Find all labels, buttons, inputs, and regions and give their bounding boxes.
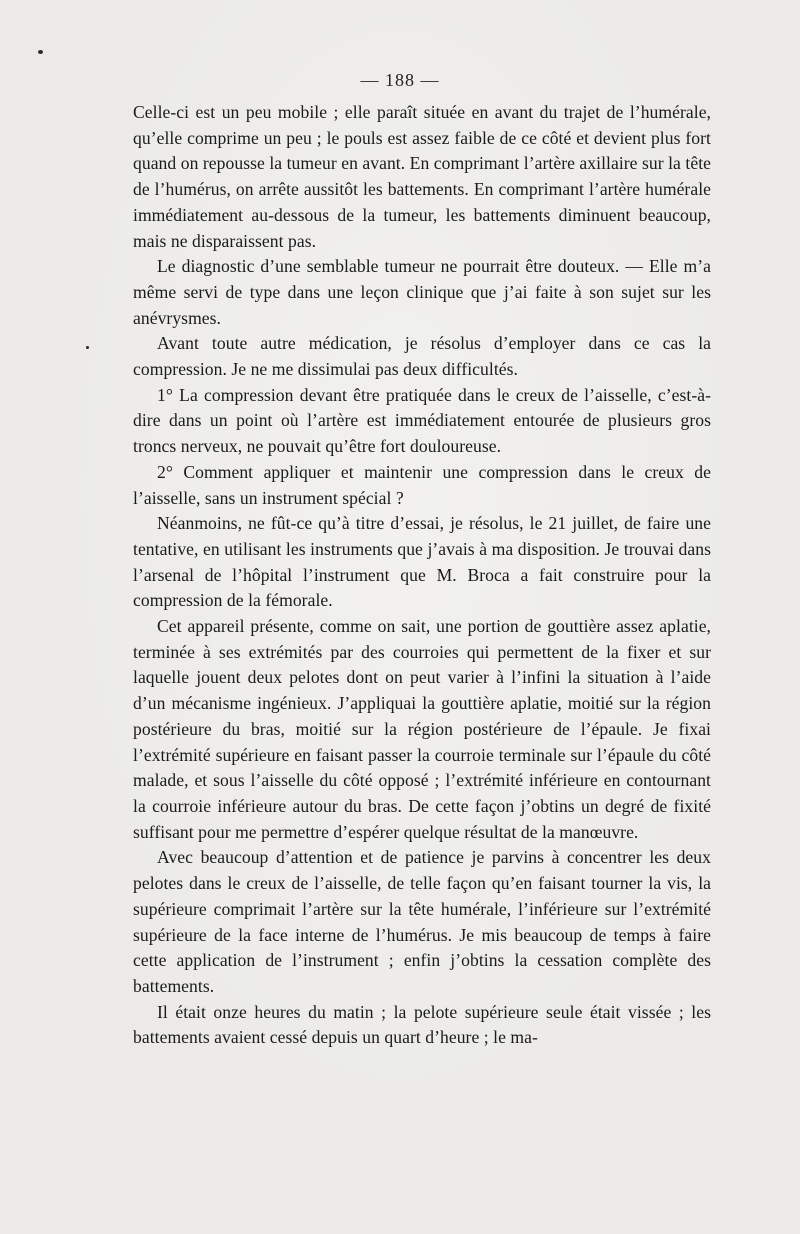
paragraph: Le diagnostic d’une semblable tumeur ne pourrait être douteux. — Elle m’a même servi de type dans une leçon clinique que j’ai faite à son sujet sur les anévrysmes.: [133, 256, 711, 328]
paragraph: Il était onze heures du matin ; la pelote supérieure seule était vissée ; les battements avaient cessé depuis un quart d’heure ; le ma-: [133, 1001, 711, 1048]
ink-speck: [86, 346, 89, 349]
paragraph: Néanmoins, ne fût-ce qu’à titre d’essai, je résolus, le 21 juillet, de faire une tentative, en utilisant les instruments que j’avais à ma disposition. Je trouvai dans l’arsenal de l’hôpital l’instrument que M. Broca a fait construire pour la compression de la fémorale.: [133, 513, 711, 611]
paragraph: Cet appareil présente, comme on sait, une portion de gouttière assez aplatie, terminée à ses extrémités par des courroies qui permettent de la fixer et sur laquelle jouent deux pelotes dont on peut varier à l’infini la situation à l’aide d’un mécanisme ingénieux. J’appliquai la gouttière aplatie, moitié sur la région postérieure du bras, moitié sur la région postérieure de l’épaule. Je fixai l’extrémité supérieure en faisant passer la courroie terminale sur l’épaule du côté malade, et sous l’aisselle du côté opposé ; l’extrémité inférieure en contournant la courroie inférieure autour du bras. De cette façon j’obtins un degré de fixité suffisant pour me permettre d’espérer quelque résultat de la manœuvre.: [133, 616, 711, 842]
paragraph: Celle-ci est un peu mobile ; elle paraît située en avant du trajet de l’humérale, qu’elle comprime un peu ; le pouls est assez faible de ce côté et devient plus fort quand on repousse la tumeur en avant. En comprimant l’artère axillaire sur la tête de l’humérus, on arrête aussitôt les battements. En comprimant l’artère humérale immédiatement au-dessous de la tumeur, les battements diminuent beaucoup, mais ne disparaissent pas.: [133, 102, 711, 251]
body-text: [133, 100, 711, 1051]
paragraph: 1° La compression devant être pratiquée dans le creux de l’aisselle, c’est-à-dire dans un point où l’artère est immédiatement entourée de plusieurs gros troncs nerveux, ne pouvait qu’être fort douloureuse.: [133, 384, 711, 457]
paragraph: Avant toute autre médication, je résolus d’employer dans ce cas la compression. Je ne me dissimulai pas deux difficultés.: [133, 333, 711, 380]
paragraph: 2° Comment appliquer et maintenir une compression dans le creux de l’aisselle, sans un instrument spécial ?: [133, 461, 711, 508]
paragraph: Avec beaucoup d’attention et de patience je parvins à concentrer les deux pelotes dans le creux de l’aisselle, de telle façon qu’en faisant tourner la vis, la supérieure comprimait l’artère sur la tête humérale, l’inférieure sur l’extrémité supérieure de la face interne de l’humérus. Je mis beaucoup de temps à faire cette application de l’instrument ; enfin j’obtins la cessation complète des battements.: [133, 847, 711, 996]
ink-speck: [38, 50, 43, 54]
page-number: — 188 —: [360, 70, 440, 90]
